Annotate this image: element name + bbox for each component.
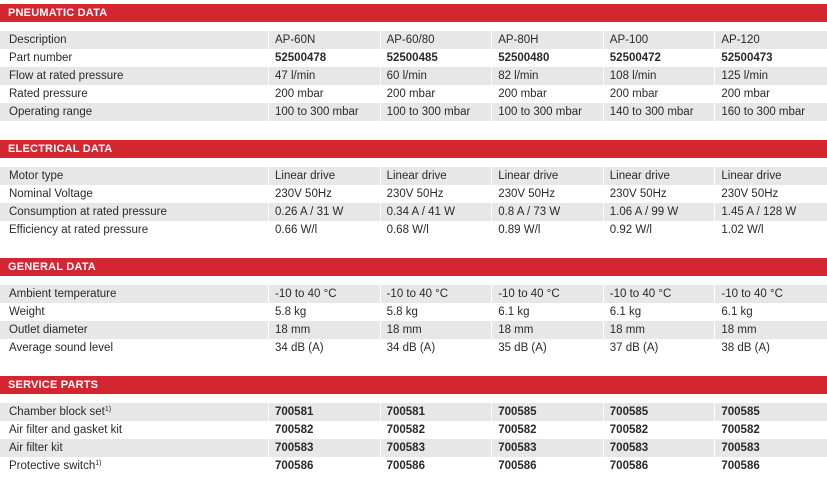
table-cell: 700582 <box>604 421 716 439</box>
table-cell: 82 l/min <box>492 67 604 85</box>
table-cell: 160 to 300 mbar <box>721 106 806 118</box>
table-cell: 0.92 W/l <box>604 221 716 239</box>
table-cell: 700586 <box>381 457 493 475</box>
section-rows <box>0 285 827 357</box>
row-label-text: Air filter kit <box>9 442 63 454</box>
table-cell: 100 to 300 mbar <box>381 103 493 121</box>
table-cell: AP-60N <box>269 31 381 49</box>
row-label <box>0 185 269 203</box>
table-cell: 700582 <box>492 421 604 439</box>
table-cell: 0.66 W/l <box>269 221 381 239</box>
table-cell: 100 to 300 mbar <box>492 103 604 121</box>
table-cell: Linear drive <box>381 167 493 185</box>
table-cell: Linear drive <box>269 167 381 185</box>
table-cell: Linear drive <box>721 170 782 182</box>
table-row <box>0 303 827 321</box>
table-cell: 18 mm <box>604 321 716 339</box>
table-cell: 6.1 kg <box>604 303 716 321</box>
row-label-text: Motor type <box>9 170 64 182</box>
table-row <box>0 421 827 439</box>
table-cell: 60 l/min <box>381 67 493 85</box>
table-cell: 37 dB (A) <box>604 339 716 357</box>
section-general-data <box>0 258 827 357</box>
row-label <box>0 339 269 357</box>
row-label-text: Air filter and gasket kit <box>9 424 123 436</box>
table-cell: 38 dB (A) <box>721 342 770 354</box>
row-label <box>0 31 269 49</box>
table-cell: 200 mbar <box>604 85 716 103</box>
section-title: ELECTRICAL DATA <box>0 140 827 158</box>
row-label <box>0 67 269 85</box>
table-cell: 18 mm <box>269 321 381 339</box>
table-cell: AP-80H <box>492 31 604 49</box>
section-electrical-data <box>0 140 827 239</box>
table-cell: 6.1 kg <box>492 303 604 321</box>
table-cell: 0.8 A / 73 W <box>492 203 604 221</box>
row-label <box>0 457 269 475</box>
row-label-text: Part number <box>9 52 73 64</box>
table-cell: 200 mbar <box>721 88 770 100</box>
row-label-text: Ambient temperature <box>9 288 117 300</box>
table-cell: 230V 50Hz <box>269 185 381 203</box>
table-row <box>0 321 827 339</box>
table-cell: 108 l/min <box>604 67 716 85</box>
table-cell: 52500478 <box>269 49 381 67</box>
table-cell: 0.34 A / 41 W <box>381 203 493 221</box>
table-cell: 700585 <box>604 403 716 421</box>
row-label-text: Nominal Voltage <box>9 188 93 200</box>
table-row <box>0 203 827 221</box>
row-label-text: Consumption at rated pressure <box>9 206 167 218</box>
row-label-text: Rated pressure <box>9 88 88 100</box>
table-cell: Linear drive <box>492 167 604 185</box>
table-cell: 700581 <box>381 403 493 421</box>
section-rows <box>0 31 827 121</box>
row-label <box>0 285 269 303</box>
table-cell: 0.68 W/l <box>381 221 493 239</box>
table-cell: 125 l/min <box>721 70 769 82</box>
row-label-text: Flow at rated pressure <box>9 70 124 82</box>
table-cell: -10 to 40 °C <box>721 288 783 300</box>
table-cell: 700581 <box>269 403 381 421</box>
table-cell: 700582 <box>721 424 760 436</box>
table-cell: 18 mm <box>721 324 757 336</box>
table-row <box>0 185 827 203</box>
table-row <box>0 49 827 67</box>
table-cell: AP-60/80 <box>381 31 493 49</box>
table-cell: 700586 <box>269 457 381 475</box>
table-cell: 52500480 <box>492 49 604 67</box>
table-cell: 52500485 <box>381 49 493 67</box>
table-row <box>0 103 827 121</box>
section-pneumatic-data <box>0 4 827 121</box>
table-cell: 200 mbar <box>492 85 604 103</box>
table-cell: 34 dB (A) <box>269 339 381 357</box>
row-label <box>0 49 269 67</box>
row-label <box>0 167 269 185</box>
row-label-text: Chamber block set <box>9 406 105 418</box>
table-row <box>0 31 827 49</box>
table-cell: 100 to 300 mbar <box>269 103 381 121</box>
table-cell: 700586 <box>492 457 604 475</box>
table-cell: 52500473 <box>721 52 773 64</box>
table-cell: 18 mm <box>381 321 493 339</box>
table-cell: 700585 <box>492 403 604 421</box>
table-cell: 230V 50Hz <box>604 185 716 203</box>
section-rows <box>0 167 827 239</box>
table-cell: 1.06 A / 99 W <box>604 203 716 221</box>
table-cell: 700583 <box>492 439 604 457</box>
table-cell: AP-120 <box>721 34 760 46</box>
table-row <box>0 339 827 357</box>
section-rows <box>0 403 827 475</box>
table-cell: 18 mm <box>492 321 604 339</box>
table-cell: 200 mbar <box>269 85 381 103</box>
table-cell: 5.8 kg <box>269 303 381 321</box>
table-cell: 700586 <box>721 460 760 472</box>
table-row <box>0 67 827 85</box>
table-cell: -10 to 40 °C <box>492 285 604 303</box>
table-cell: 230V 50Hz <box>721 188 779 200</box>
table-cell: 1.45 A / 128 W <box>721 206 797 218</box>
row-label-text: Weight <box>9 306 45 318</box>
section-title: GENERAL DATA <box>0 258 827 276</box>
table-cell: 700585 <box>721 406 760 418</box>
section-service-parts <box>0 376 827 475</box>
row-label <box>0 403 269 421</box>
table-row <box>0 457 827 475</box>
table-cell: 0.89 W/l <box>492 221 604 239</box>
table-cell: -10 to 40 °C <box>269 285 381 303</box>
table-cell: 1.02 W/l <box>721 224 764 236</box>
table-cell: 140 to 300 mbar <box>604 103 716 121</box>
table-cell: 230V 50Hz <box>381 185 493 203</box>
table-cell: 0.26 A / 31 W <box>269 203 381 221</box>
table-cell: 700583 <box>604 439 716 457</box>
table-cell: -10 to 40 °C <box>381 285 493 303</box>
table-cell: 34 dB (A) <box>381 339 493 357</box>
table-row <box>0 439 827 457</box>
row-label <box>0 203 269 221</box>
table-cell: 230V 50Hz <box>492 185 604 203</box>
row-label <box>0 85 269 103</box>
table-cell: -10 to 40 °C <box>604 285 716 303</box>
row-label-text: Average sound level <box>9 342 113 354</box>
row-label-text: Description <box>9 34 67 46</box>
row-label-text: Protective switch <box>9 460 96 472</box>
footnote-marker: 1) <box>104 406 112 413</box>
table-row <box>0 403 827 421</box>
row-label-text: Outlet diameter <box>9 324 88 336</box>
table-cell: 52500472 <box>604 49 716 67</box>
row-label <box>0 439 269 457</box>
table-cell: 700582 <box>269 421 381 439</box>
table-row <box>0 285 827 303</box>
row-label-text: Operating range <box>9 106 93 118</box>
table-cell: 700586 <box>604 457 716 475</box>
table-cell: Linear drive <box>604 167 716 185</box>
table-cell: 35 dB (A) <box>492 339 604 357</box>
table-cell: 700582 <box>381 421 493 439</box>
section-title: SERVICE PARTS <box>0 376 827 394</box>
table-cell: 700583 <box>721 442 760 454</box>
table-cell: 5.8 kg <box>381 303 493 321</box>
row-label-text: Efficiency at rated pressure <box>9 224 149 236</box>
table-cell: 6.1 kg <box>721 306 753 318</box>
row-label <box>0 103 269 121</box>
table-cell: 47 l/min <box>269 67 381 85</box>
section-title: PNEUMATIC DATA <box>0 4 827 22</box>
table-cell: AP-100 <box>604 31 716 49</box>
row-label <box>0 221 269 239</box>
row-label <box>0 303 269 321</box>
table-cell: 700583 <box>269 439 381 457</box>
table-row <box>0 221 827 239</box>
footnote-marker: 1) <box>95 460 102 467</box>
table-row <box>0 167 827 185</box>
row-label <box>0 421 269 439</box>
table-row <box>0 85 827 103</box>
table-cell: 700583 <box>381 439 493 457</box>
row-label <box>0 321 269 339</box>
table-cell: 200 mbar <box>381 85 493 103</box>
